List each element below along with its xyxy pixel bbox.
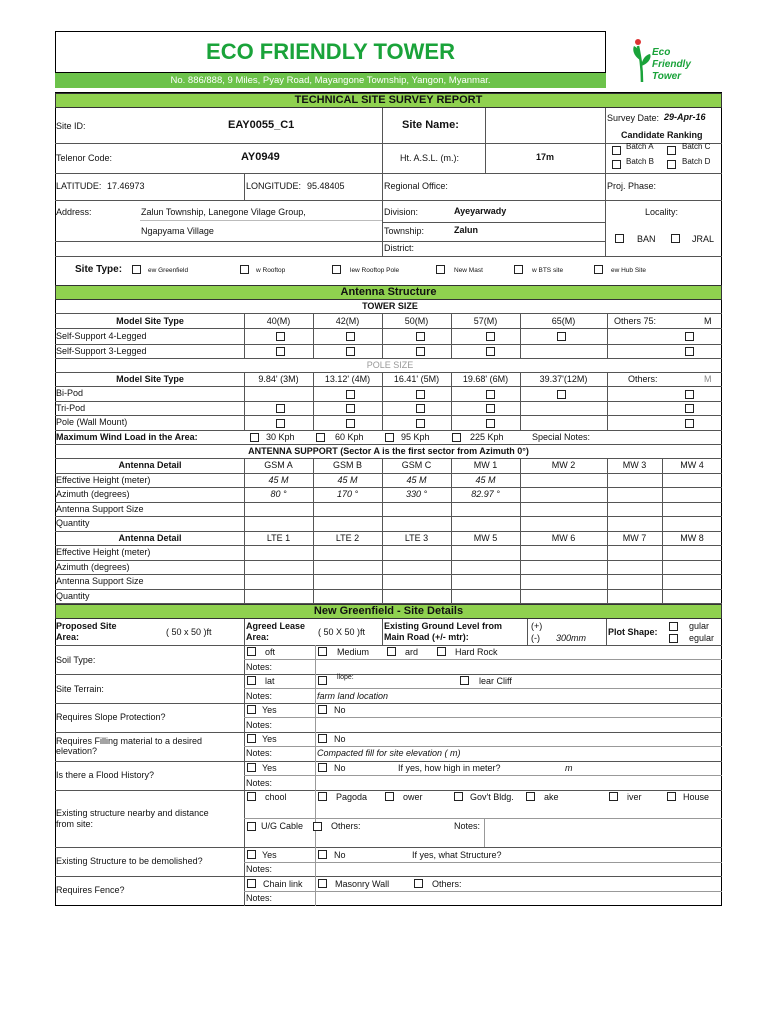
bipod-12m-checkbox[interactable]	[557, 390, 566, 399]
proposed-area-value: ( 50 x 50 )ft	[166, 627, 212, 637]
demolish-yes-label: Yes	[262, 850, 277, 860]
tower-col-57: 57(M)	[473, 316, 498, 326]
col-gsm-b: GSM B	[332, 460, 362, 470]
demolish-no-label: No	[334, 850, 346, 860]
tower-3leg-57-checkbox[interactable]	[486, 347, 495, 356]
azimuth-mw-1: 82.97 °	[471, 489, 500, 499]
nearby-govt-checkbox[interactable]	[454, 792, 463, 801]
antenna-detail-header-2: Antenna Detail	[118, 533, 182, 543]
urban-checkbox[interactable]	[615, 234, 624, 243]
nearby-others-checkbox[interactable]	[313, 822, 322, 831]
batch-d-checkbox[interactable]	[667, 160, 676, 169]
pole-col-4m: 13.12' (4M)	[324, 374, 371, 384]
demolish-notes-label: Notes:	[246, 864, 273, 874]
soil-hard-rock-checkbox[interactable]	[437, 647, 446, 656]
greenfield-band: New Greenfield - Site Details	[55, 604, 722, 619]
latitude-value: 17.46973	[107, 181, 145, 191]
ground-level-label-1: Existing Ground Level from	[384, 621, 503, 631]
batch-c-checkbox[interactable]	[667, 146, 676, 155]
logo-text-tower: Tower	[652, 71, 682, 82]
height-mw-1: 45 M	[475, 475, 496, 485]
col-gsm-c: GSM C	[401, 460, 432, 470]
special-notes-label: Special Notes:	[532, 432, 591, 442]
tripod-3m-checkbox[interactable]	[276, 404, 285, 413]
nearby-river-label: iver	[627, 792, 642, 802]
demolish-structure-question: If yes, what Structure?	[412, 850, 502, 860]
row-support-size-2: Antenna Support Size	[56, 576, 144, 586]
terrain-notes-value: farm land location	[317, 691, 389, 701]
batch-c-label: Batch C	[682, 142, 711, 151]
agreed-area-label-1: Agreed Lease	[246, 621, 306, 631]
pole-row-wall-mount: Pole (Wall Mount)	[56, 417, 128, 427]
tripod-4m-checkbox[interactable]	[346, 404, 355, 413]
agreed-area-value: ( 50 X 50 )ft	[318, 627, 366, 637]
terrain-slope-checkbox[interactable]	[318, 676, 327, 685]
nearby-ug-cable-checkbox[interactable]	[247, 822, 256, 831]
col-mw-6: MW 6	[551, 533, 576, 543]
soil-hard-label: ard	[405, 647, 419, 657]
telenor-code-label: Telenor Code:	[56, 153, 113, 163]
col-mw-2: MW 2	[551, 460, 576, 470]
slope-yes-checkbox[interactable]	[247, 705, 256, 714]
col-mw-4: MW 4	[680, 460, 704, 470]
report-title-band: TECHNICAL SITE SURVEY REPORT	[55, 93, 722, 108]
site-type-rooftop-pole-label: lew Rooftop Pole	[350, 267, 400, 274]
address-line-1: Zalun Township, Lanegone Vilage Group,	[141, 207, 306, 217]
agreed-area-label-2: Area:	[246, 632, 270, 642]
site-type-rooftop-pole-checkbox[interactable]	[332, 265, 341, 274]
soil-medium-label: Medium	[337, 647, 370, 657]
azimuth-gsm-a: 80 °	[270, 489, 287, 499]
antenna-detail-header-1: Antenna Detail	[118, 460, 182, 470]
demolish-label: Existing Structure to be demolished?	[56, 856, 203, 866]
tower-row-4-legged: Self-Support 4-Legged	[56, 331, 147, 341]
demolish-yes-checkbox[interactable]	[247, 850, 256, 859]
site-type-hub-label: ew Hub Site	[611, 267, 647, 274]
division-label: Division:	[384, 207, 419, 217]
soil-soft-checkbox[interactable]	[247, 647, 256, 656]
pole-row-tripod: Tri-Pod	[56, 403, 86, 413]
township-label: Township:	[384, 226, 425, 236]
address-label: Address:	[56, 207, 92, 217]
flood-height-question: If yes, how high in meter?	[398, 763, 501, 773]
wind-load-label: Maximum Wind Load in the Area:	[56, 432, 198, 442]
fence-label: Requires Fence?	[56, 885, 125, 895]
site-type-mast-label: New Mast	[454, 267, 483, 274]
filling-label-2: elevation?	[56, 746, 98, 756]
wind-30-label: 30 Kph	[266, 432, 295, 442]
longitude-value: 95.48405	[307, 181, 345, 191]
site-type-greenfield-label: ew Greenfield	[148, 267, 189, 274]
soil-soft-label: oft	[265, 647, 276, 657]
filling-no-checkbox[interactable]	[318, 734, 327, 743]
tower-model-site-type-header: Model Site Type	[116, 316, 184, 326]
asl-label: Ht. A.S.L. (m.):	[400, 153, 460, 163]
fence-chain-link-checkbox[interactable]	[247, 879, 256, 888]
wall-5m-checkbox[interactable]	[416, 419, 425, 428]
wind-60-checkbox[interactable]	[316, 433, 325, 442]
nearby-school-label: chool	[265, 792, 287, 802]
pole-col-5m: 16.41' (5M)	[393, 374, 440, 384]
filling-notes-value: Compacted fill for site elevation ( m)	[317, 748, 461, 758]
soil-medium-checkbox[interactable]	[318, 647, 327, 656]
eco-tower-logo	[628, 36, 708, 84]
rural-checkbox[interactable]	[671, 234, 680, 243]
flood-no-label: No	[334, 763, 346, 773]
tower-col-others: Others 75:	[614, 316, 657, 326]
report-header-title: ECO FRIENDLY TOWER	[55, 31, 606, 73]
azimuth-gsm-b: 170 °	[336, 489, 359, 499]
fence-others-label: Others:	[432, 879, 462, 889]
filling-no-label: No	[334, 734, 346, 744]
tripod-6m-checkbox[interactable]	[486, 404, 495, 413]
fence-notes-label: Notes:	[246, 893, 273, 903]
col-lte-3: LTE 3	[404, 533, 429, 543]
tower-size-label: TOWER SIZE	[362, 301, 418, 311]
rural-label: JRAL	[692, 234, 715, 244]
tower-4leg-57-checkbox[interactable]	[486, 332, 495, 341]
site-type-greenfield-checkbox[interactable]	[132, 265, 141, 274]
col-gsm-a: GSM A	[264, 460, 293, 470]
col-lte-1: LTE 1	[266, 533, 291, 543]
tower-4leg-50-checkbox[interactable]	[416, 332, 425, 341]
col-mw-3: MW 3	[622, 460, 647, 470]
tripod-others-checkbox[interactable]	[685, 404, 694, 413]
logo-text-eco: Eco	[652, 47, 671, 58]
tower-col-50: 50(M)	[404, 316, 429, 326]
wind-225-checkbox[interactable]	[452, 433, 461, 442]
pole-col-6m: 19.68' (6M)	[462, 374, 509, 384]
tower-4leg-others-checkbox[interactable]	[685, 332, 694, 341]
batch-a-checkbox[interactable]	[612, 146, 621, 155]
tower-3leg-others-checkbox[interactable]	[685, 347, 694, 356]
nearby-govt-label: Gov't Bldg.	[470, 792, 514, 802]
nearby-school-checkbox[interactable]	[247, 792, 256, 801]
tower-col-others-unit: M	[704, 316, 712, 326]
pole-col-others-unit: M	[704, 374, 712, 384]
latitude-label: LATITUDE:	[56, 181, 102, 191]
slope-notes-label: Notes:	[246, 720, 273, 730]
nearby-structure-label-2: from site:	[56, 819, 94, 829]
tripod-5m-checkbox[interactable]	[416, 404, 425, 413]
batch-a-label: Batch A	[626, 142, 654, 151]
col-mw-7: MW 7	[622, 533, 647, 543]
pole-col-12m: 39.37'(12M)	[539, 374, 588, 384]
site-id-value: EAY0055_C1	[228, 119, 295, 131]
site-type-hub-checkbox[interactable]	[594, 265, 603, 274]
tower-3leg-42-checkbox[interactable]	[346, 347, 355, 356]
ground-minus: (-)	[531, 633, 540, 643]
col-mw-1: MW 1	[473, 460, 498, 470]
site-type-rooftop-label: w Rooftop	[256, 267, 286, 274]
col-mw-5: MW 5	[473, 533, 498, 543]
nearby-river-checkbox[interactable]	[609, 792, 618, 801]
height-gsm-a: 45 M	[268, 475, 289, 485]
slope-yes-label: Yes	[262, 705, 277, 715]
plot-irregular-label: egular	[689, 633, 715, 643]
height-gsm-b: 45 M	[337, 475, 358, 485]
wind-225-label: 225 Kph	[470, 432, 504, 442]
nearby-house-checkbox[interactable]	[667, 792, 676, 801]
telenor-code-value: AY0949	[241, 151, 280, 163]
col-lte-2: LTE 2	[335, 533, 360, 543]
nearby-tower-label: ower	[403, 792, 423, 802]
address-line-2: Ngapyama Village	[141, 226, 214, 236]
tower-3leg-40-checkbox[interactable]	[276, 347, 285, 356]
wall-others-checkbox[interactable]	[685, 419, 694, 428]
nearby-pagoda-label: Pagoda	[336, 792, 368, 802]
terrain-flat-checkbox[interactable]	[247, 676, 256, 685]
fence-others-checkbox[interactable]	[414, 879, 423, 888]
fence-chain-link-label: Chain link	[263, 879, 303, 889]
nearby-house-label: House	[683, 792, 710, 802]
plot-regular-label: gular	[689, 621, 710, 631]
height-gsm-c: 45 M	[406, 475, 427, 485]
tower-4leg-65-checkbox[interactable]	[557, 332, 566, 341]
longitude-label: LONGITUDE:	[246, 181, 302, 191]
site-type-mast-checkbox[interactable]	[436, 265, 445, 274]
plot-irregular-checkbox[interactable]	[669, 634, 678, 643]
row-effective-height-1: Effective Height (meter)	[56, 475, 151, 485]
row-quantity-1: Quantity	[56, 518, 90, 528]
wall-6m-checkbox[interactable]	[486, 419, 495, 428]
bipod-5m-checkbox[interactable]	[416, 390, 425, 399]
flood-yes-checkbox[interactable]	[247, 763, 256, 772]
company-address: No. 886/888, 9 Miles, Pyay Road, Mayangone Township, Yangon, Myanmar.	[55, 73, 606, 88]
wall-3m-checkbox[interactable]	[276, 419, 285, 428]
ground-minus-value: 300mm	[556, 633, 587, 643]
batch-b-checkbox[interactable]	[612, 160, 621, 169]
pole-size-label: POLE SIZE	[366, 360, 414, 370]
antenna-structure-band: Antenna Structure	[55, 285, 722, 300]
survey-date-value: 29-Apr-16	[664, 112, 706, 122]
tower-col-40: 40(M)	[266, 316, 291, 326]
pole-col-3m: 9.84' (3M)	[258, 374, 299, 384]
tower-col-42: 42(M)	[335, 316, 360, 326]
bipod-others-checkbox[interactable]	[685, 390, 694, 399]
terrain-notes-label: Notes:	[246, 691, 273, 701]
demolish-no-checkbox[interactable]	[318, 850, 327, 859]
wind-95-label: 95 Kph	[401, 432, 430, 442]
pole-row-bipod: Bi-Pod	[56, 388, 84, 398]
wall-4m-checkbox[interactable]	[346, 419, 355, 428]
tower-4leg-42-checkbox[interactable]	[346, 332, 355, 341]
soil-type-label: Soil Type:	[56, 655, 96, 665]
site-type-bts-checkbox[interactable]	[514, 265, 523, 274]
filling-yes-checkbox[interactable]	[247, 734, 256, 743]
bipod-4m-checkbox[interactable]	[346, 390, 355, 399]
proj-phase-label: Proj. Phase:	[607, 181, 657, 191]
nearby-tower-checkbox[interactable]	[385, 792, 394, 801]
col-mw-8: MW 8	[680, 533, 704, 543]
row-support-size-1: Antenna Support Size	[56, 504, 144, 514]
soil-hard-checkbox[interactable]	[387, 647, 396, 656]
pole-model-site-type-header: Model Site Type	[116, 374, 184, 384]
division-value: Ayeyarwady	[454, 206, 507, 216]
slope-protection-label: Requires Slope Protection?	[56, 712, 166, 722]
filling-label-1: Requires Filling material to a desired	[56, 736, 203, 746]
tower-4leg-40-checkbox[interactable]	[276, 332, 285, 341]
bipod-6m-checkbox[interactable]	[486, 390, 495, 399]
regional-office-label: Regional Office:	[384, 181, 448, 191]
tower-row-3-legged: Self-Support 3-Legged	[56, 346, 147, 356]
urban-label: BAN	[637, 234, 656, 244]
locality-label: Locality:	[645, 207, 679, 217]
soil-hard-rock-label: Hard Rock	[455, 647, 498, 657]
wind-95-checkbox[interactable]	[385, 433, 394, 442]
site-type-bts-label: w BTS site	[532, 267, 564, 274]
tower-col-65: 65(M)	[551, 316, 576, 326]
site-terrain-label: Site Terrain:	[56, 684, 104, 694]
proposed-area-label-2: Area:	[56, 632, 80, 642]
survey-date-label: Survey Date:	[607, 113, 660, 123]
plot-shape-label: Plot Shape:	[608, 627, 658, 637]
soil-notes-label: Notes:	[246, 662, 273, 672]
nearby-lake-label: ake	[544, 792, 559, 802]
row-azimuth-2: Azimuth (degrees)	[56, 562, 130, 572]
wind-30-checkbox[interactable]	[250, 433, 259, 442]
terrain-slope-label: llope:	[337, 674, 354, 681]
ground-plus: (+)	[531, 621, 543, 631]
flood-height-unit: m	[565, 763, 573, 773]
nearby-notes-label: Notes:	[454, 821, 481, 831]
ground-level-label-2: Main Road (+/- mtr):	[384, 632, 469, 642]
fence-masonry-checkbox[interactable]	[318, 879, 327, 888]
slope-no-checkbox[interactable]	[318, 705, 327, 714]
batch-b-label: Batch B	[626, 157, 655, 166]
row-effective-height-2: Effective Height (meter)	[56, 547, 151, 557]
nearby-structure-label-1: Existing structure nearby and distance	[56, 808, 209, 818]
logo-text-friendly: Friendly	[652, 59, 691, 70]
township-value: Zalun	[454, 225, 478, 235]
site-name-label: Site Name:	[402, 119, 459, 131]
row-quantity-2: Quantity	[56, 591, 90, 601]
filling-yes-label: Yes	[262, 734, 277, 744]
nearby-pagoda-checkbox[interactable]	[318, 792, 327, 801]
nearby-others-label: Others:	[331, 821, 361, 831]
flood-no-checkbox[interactable]	[318, 763, 327, 772]
terrain-cliff-checkbox[interactable]	[460, 676, 469, 685]
slope-no-label: No	[334, 705, 346, 715]
flood-yes-label: Yes	[262, 763, 277, 773]
site-id-label: Site ID:	[56, 121, 86, 131]
tower-3leg-50-checkbox[interactable]	[416, 347, 425, 356]
nearby-ug-cable-label: U/G Cable	[261, 821, 304, 831]
azimuth-gsm-c: 330 °	[405, 489, 428, 499]
site-type-rooftop-checkbox[interactable]	[240, 265, 249, 274]
row-azimuth-1: Azimuth (degrees)	[56, 489, 130, 499]
batch-d-label: Batch D	[682, 157, 711, 166]
wind-60-label: 60 Kph	[335, 432, 364, 442]
antenna-support-title: ANTENNA SUPPORT (Sector A is the first sector from Azimuth 0°)	[248, 446, 529, 456]
district-label: District:	[384, 243, 414, 253]
filling-notes-label: Notes:	[246, 748, 273, 758]
terrain-cliff-label: lear Cliff	[479, 676, 512, 686]
site-type-label: Site Type:	[75, 264, 123, 275]
asl-value: 17m	[536, 152, 555, 162]
candidate-ranking-label: Candidate Ranking	[621, 130, 703, 140]
nearby-lake-checkbox[interactable]	[526, 792, 535, 801]
plot-regular-checkbox[interactable]	[669, 622, 678, 631]
proposed-area-label-1: Proposed Site	[56, 621, 117, 631]
flood-notes-label: Notes:	[246, 778, 273, 788]
terrain-flat-label: lat	[265, 676, 275, 686]
fence-masonry-label: Masonry Wall	[335, 879, 390, 889]
pole-col-others: Others:	[628, 374, 658, 384]
flood-history-label: Is there a Flood History?	[56, 770, 155, 780]
